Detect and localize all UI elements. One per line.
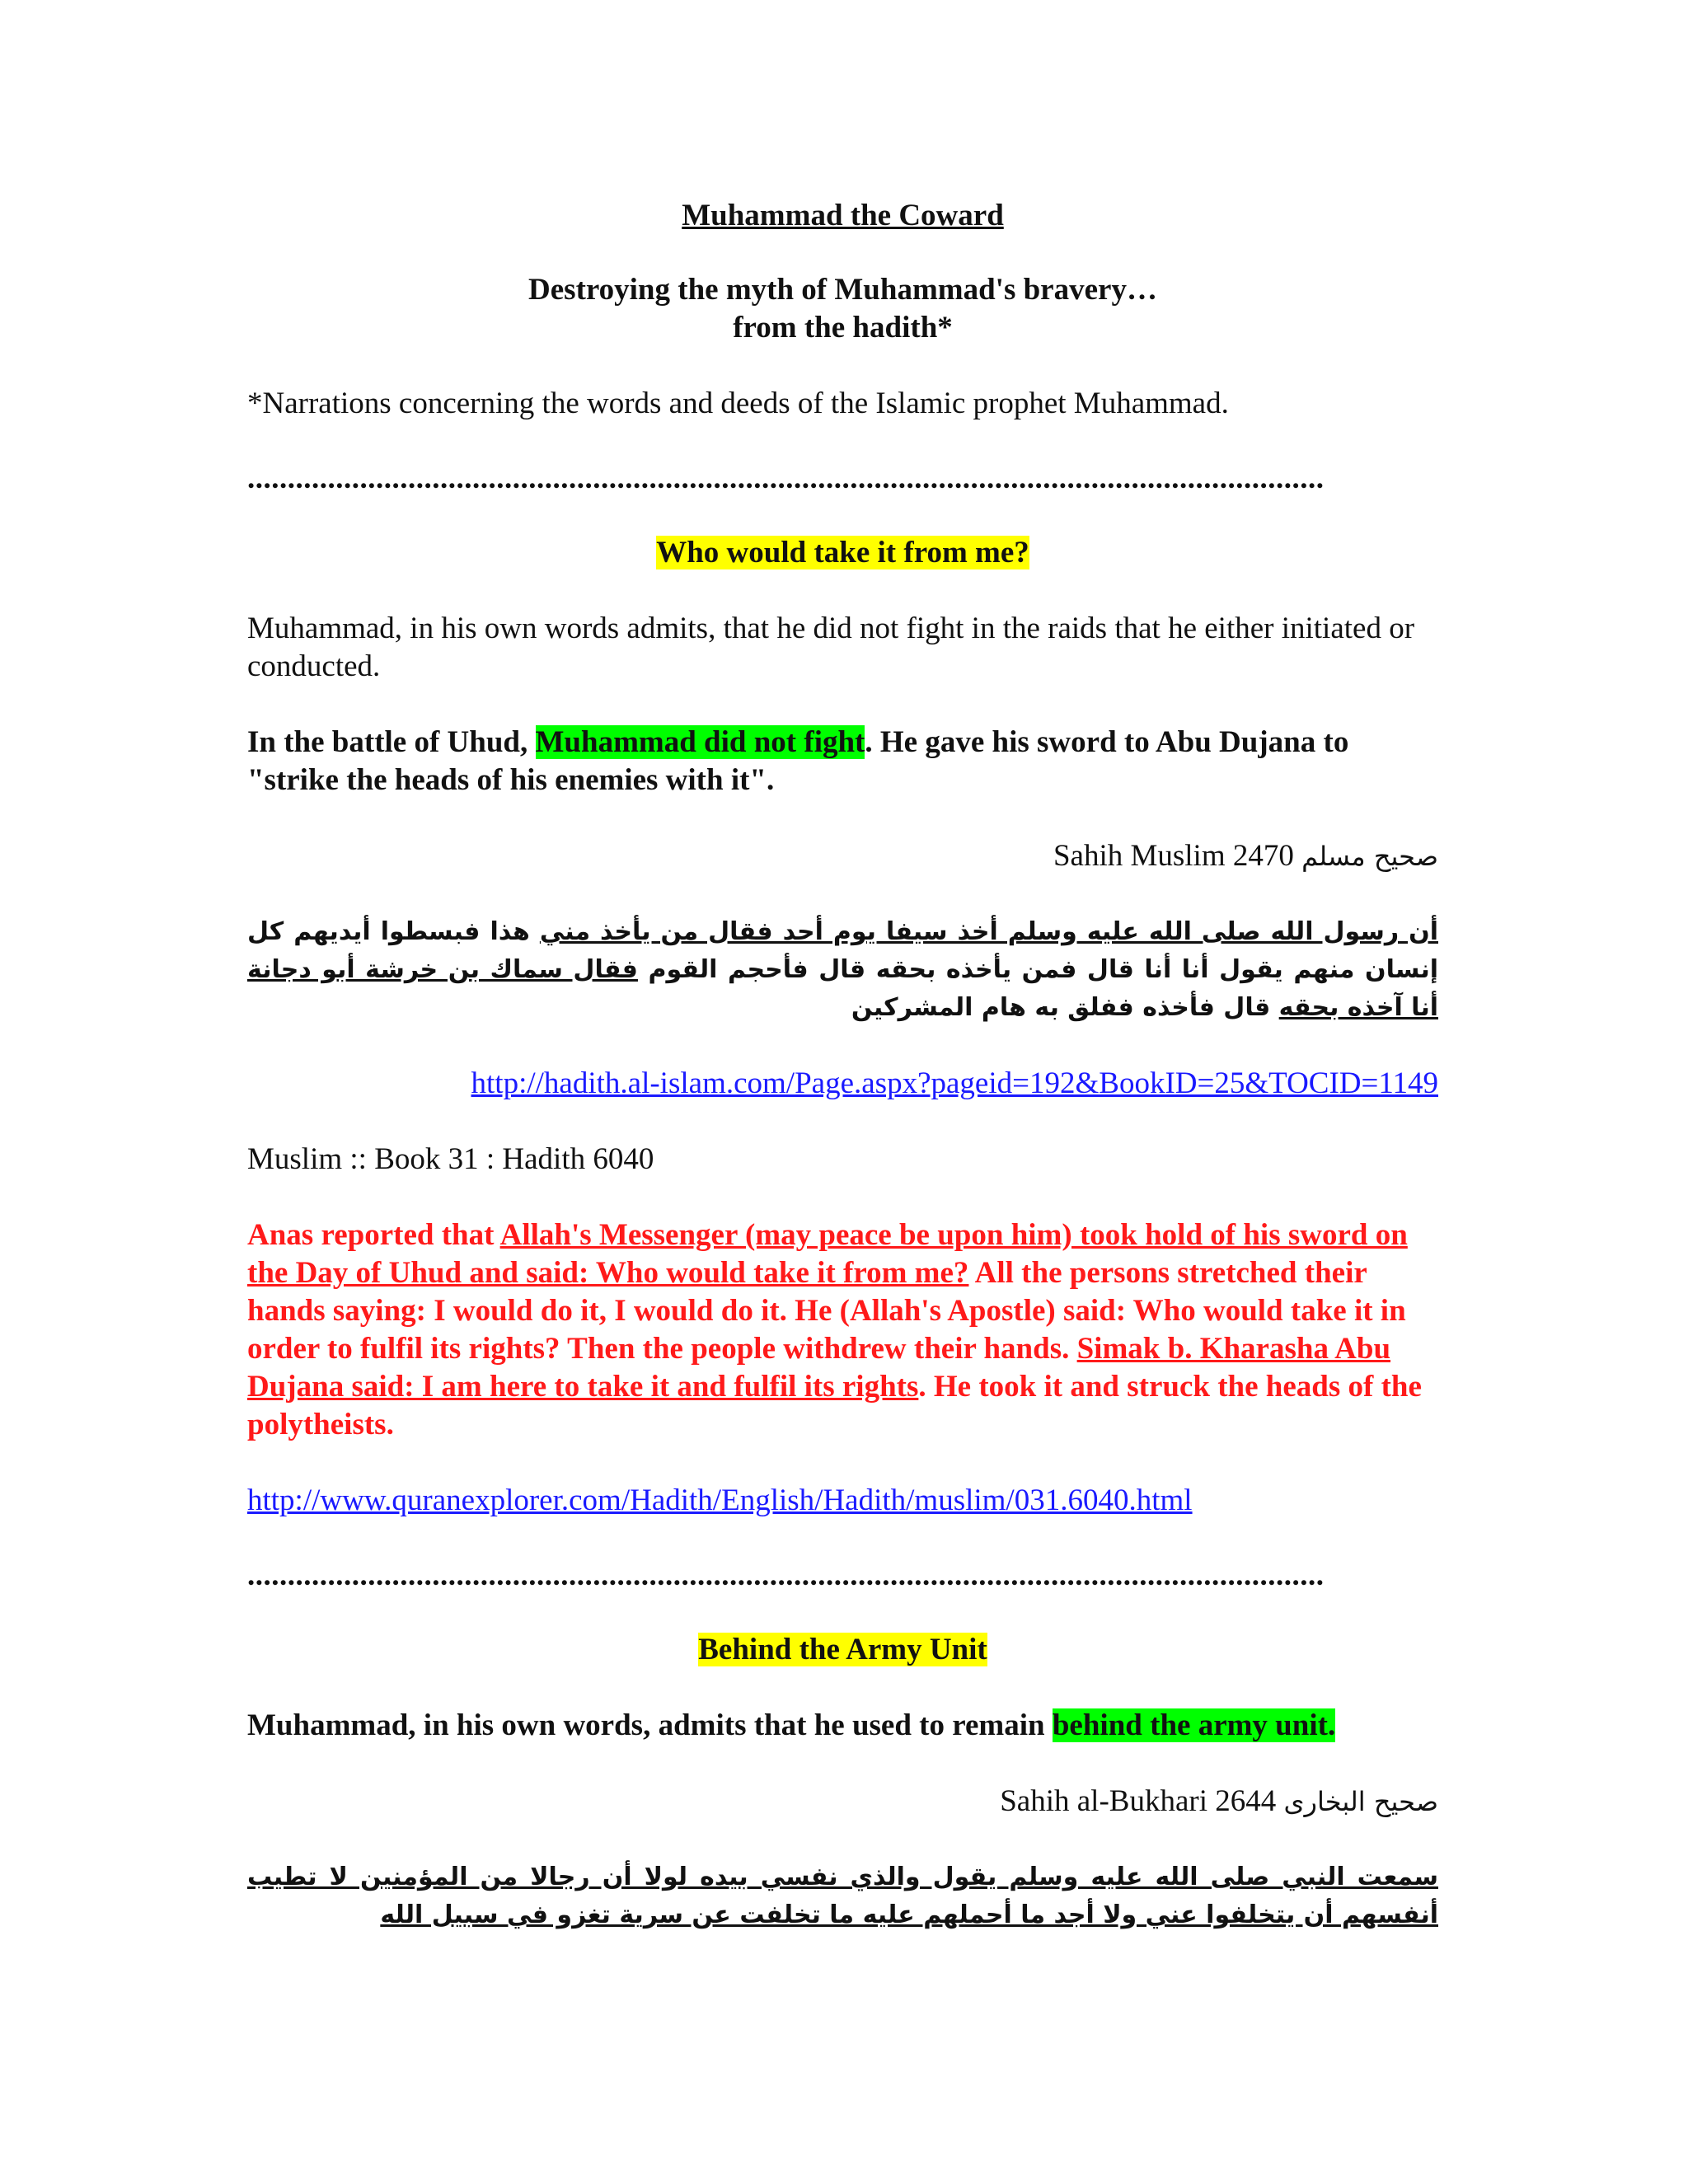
footnote: *Narrations concerning the words and deeds of the Islamic prophet Muhammad. bbox=[247, 387, 1229, 420]
hadith-link-1[interactable]: http://hadith.al-islam.com/Page.aspx?pageid=192&BookID=25&TOCID=1149 bbox=[471, 1066, 1438, 1100]
hadith-source bbox=[247, 837, 1438, 875]
arabic-hadith-text-2: سمعت النبي صلى الله عليه وسلم يقول والذي نفسي بيده لولا أن رجالا من المؤمنين لا تطيب أنفسهم أن يتخلفوا عني ولا أجد ما أحملهم عليه ما تخلفت عن سرية تغزو في سبيل الله bbox=[247, 1863, 1438, 1929]
section-heading-1 bbox=[247, 534, 1438, 572]
red-underlined-2: Simak b. Kharasha Abu Dujana said: I am here to take it and fulfil its rights bbox=[247, 1332, 1391, 1404]
page-subtitle bbox=[247, 271, 1438, 347]
separator: ...................................................................................................................................... bbox=[247, 462, 1325, 495]
subtitle-line-2: from the hadith* bbox=[733, 311, 953, 344]
link-row-1 bbox=[247, 1065, 1438, 1103]
english-hadith-text bbox=[247, 1216, 1438, 1444]
section-intro: Muhammad, in his own words admits, that he did not fight in the raids that he either initiated or conducted. bbox=[247, 612, 1415, 683]
section-heading-text: Who would take it from me? bbox=[656, 536, 1029, 569]
source2-english: Sahih al-Bukhari 2644 bbox=[1000, 1784, 1284, 1818]
link-row-2 bbox=[247, 1482, 1438, 1520]
document-page bbox=[247, 198, 1438, 1972]
arabic-hadith-text bbox=[247, 913, 1438, 1027]
section-claim bbox=[247, 724, 1438, 799]
arabic-plain-2: قال فأخذه ففلق به هام المشركين bbox=[851, 993, 1279, 1022]
page-title: Muhammad the Coward bbox=[682, 199, 1004, 232]
source-arabic: صحيح مسلم bbox=[1301, 841, 1438, 872]
red-underlined-1: Allah's Messenger (may peace be upon him) took hold of his sword on the Day of Uhud and said: Who would take it from me? bbox=[247, 1218, 1408, 1290]
arabic-underlined-1: أن رسول الله صلى الله عليه وسلم أخذ سيفا يوم أحد فقال من يأخذ مني bbox=[539, 917, 1438, 946]
source2-arabic: صحيح البخارى bbox=[1283, 1786, 1438, 1817]
arabic-underlined-2: فقال سماك بن خرشة أبو دجانة أنا آخذه بحقه bbox=[247, 955, 1438, 1022]
hadith-reference: Muslim :: Book 31 : Hadith 6040 bbox=[247, 1142, 654, 1176]
hadith-link-2[interactable]: http://www.quranexplorer.com/Hadith/English/Hadith/muslim/031.6040.html bbox=[247, 1483, 1193, 1517]
claim2-highlight: behind the army unit. bbox=[1052, 1708, 1336, 1742]
hadith-source-2 bbox=[247, 1783, 1438, 1821]
claim-post: . He gave his sword to Abu Dujana to "strike the heads of his enemies with it". bbox=[247, 725, 1349, 797]
source-english: Sahih Muslim 2470 bbox=[1053, 839, 1302, 873]
claim-pre: In the battle of Uhud, bbox=[247, 725, 536, 759]
section-heading-text-2: Behind the Army Unit bbox=[698, 1633, 987, 1666]
subtitle-line-1: Destroying the myth of Muhammad's bravery… bbox=[528, 273, 1157, 307]
red-plain-2: All the persons stretched their hands saying: I would do it, I would do it. He (Allah's Apostle) said: Who would take it in order to fulfil its rights? Then the people withdrew their hands. bbox=[247, 1256, 1406, 1366]
red-plain-3: . He took it and struck the heads of the polytheists. bbox=[247, 1370, 1422, 1441]
separator-2: ...................................................................................................................................... bbox=[247, 1558, 1325, 1592]
arabic-plain-1: هذا فبسطوا أيديهم كل إنسان منهم يقول أنا أنا قال فمن يأخذه بحقه قال فأحجم القوم bbox=[247, 917, 1438, 984]
section-claim-2 bbox=[247, 1707, 1438, 1745]
claim2-pre: Muhammad, in his own words, admits that he used to remain bbox=[247, 1708, 1053, 1742]
claim-highlight: Muhammad did not fight bbox=[535, 725, 865, 759]
section-heading-2 bbox=[247, 1631, 1438, 1669]
red-plain-1: Anas reported that bbox=[247, 1218, 500, 1252]
